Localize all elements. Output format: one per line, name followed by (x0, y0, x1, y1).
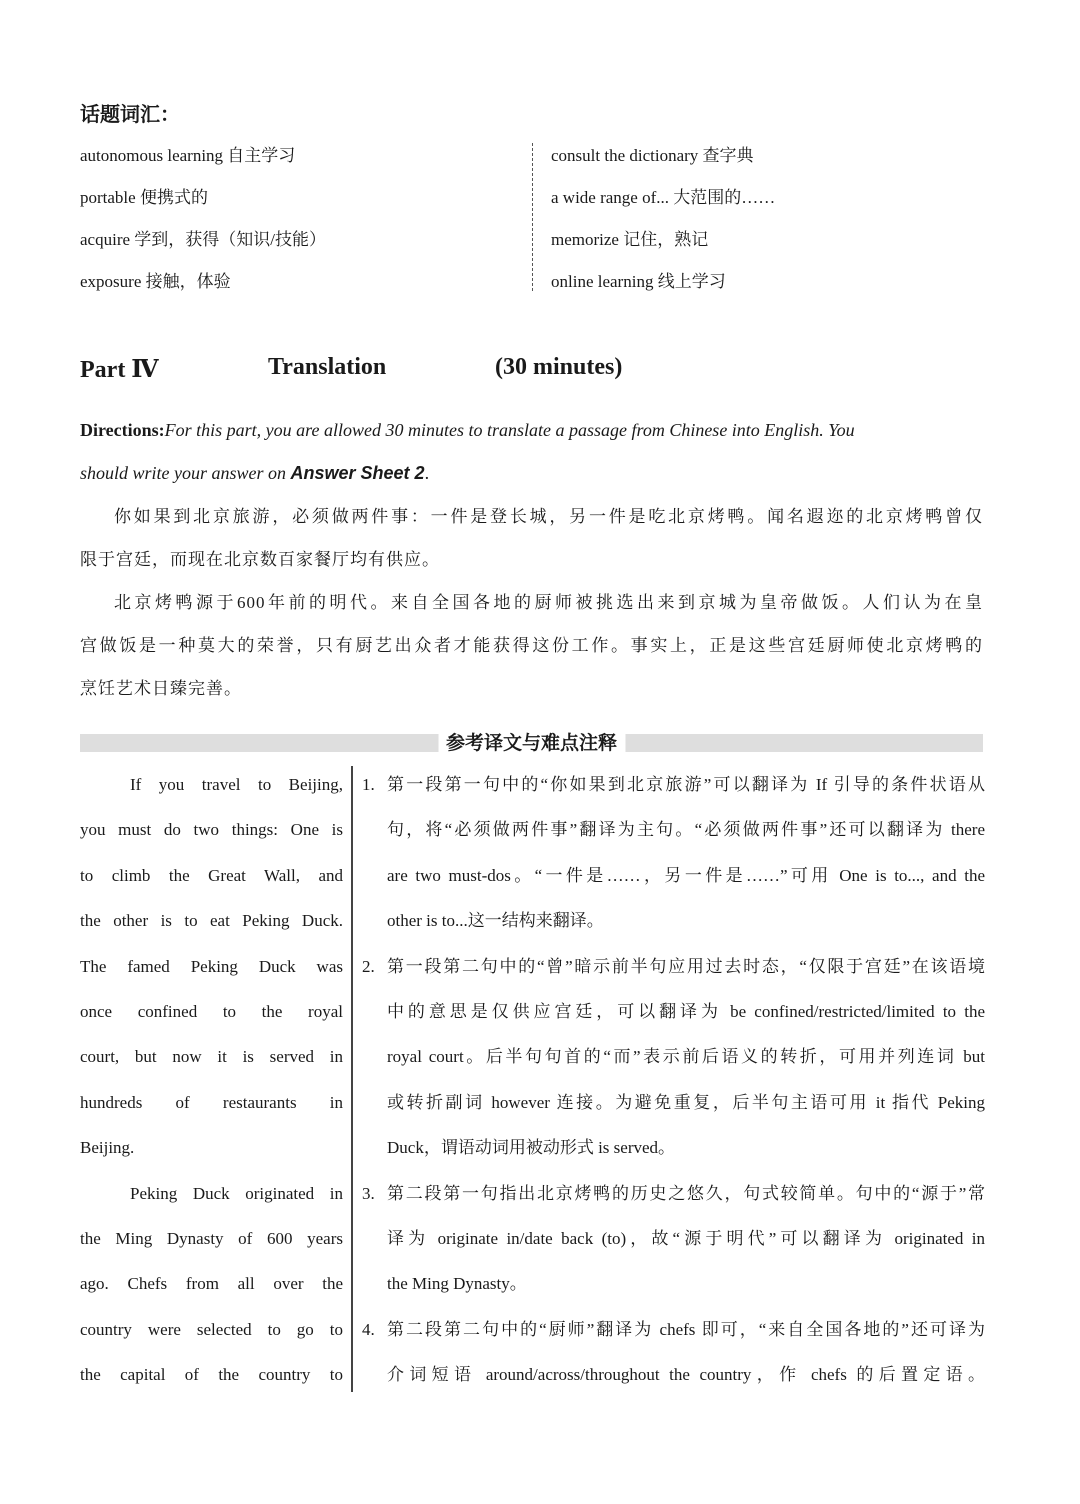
directions-text: For this part, you are allowed 30 minutes to translate a passage from Chinese into English. You (164, 420, 855, 440)
directions-label: Directions: (80, 420, 165, 440)
translation-line: Beijing. (80, 1138, 135, 1158)
translation-line: Peking Duck originated in (130, 1183, 343, 1203)
translation-line: country were selected to go to (80, 1319, 343, 1339)
note-number: 4. (362, 1319, 375, 1339)
note-line: 第一段第二句中的“曾”暗示前半句应用过去时态，“仅限于宫廷”在该语境 (387, 956, 985, 976)
translation-line: If you travel to Beijing, (130, 775, 343, 794)
passage-line: 限于宫廷，而现在北京数百家餐厅均有供应。 (80, 550, 440, 569)
passage-line: 宫做饭是一种莫大的荣誉，只有厨艺出众者才能获得这份工作。事实上，正是这些宫廷厨师使北京烤鸭的 (80, 636, 983, 655)
vocab-item: acquire 学到，获得（知识/技能） (80, 230, 326, 249)
note-line: 句，将“必须做两件事”翻译为主句。“必须做两件事”还可以翻译为 there (387, 820, 985, 840)
note-number: 2. (362, 956, 375, 976)
vocab-item: exposure 接触，体验 (80, 272, 231, 291)
translation-line: to climb the Great Wall, and (80, 865, 343, 885)
section-title: 参考译文与难点注释 (438, 728, 625, 755)
passage-line: 你如果到北京旅游，必须做两件事：一件是登长城，另一件是吃北京烤鸭。闻名遐迩的北京烤鸭曾仅 (114, 507, 983, 526)
translation-line: ago. Chefs from all over the (80, 1274, 343, 1294)
part-time: (30 minutes) (495, 354, 623, 380)
note-line: 第一段第一句中的“你如果到北京旅游”可以翻译为 If 引导的条件状语从 (387, 775, 985, 794)
translation-line: the Ming Dynasty of 600 years (80, 1229, 343, 1248)
translation-line: the other is to eat Peking Duck. (80, 911, 343, 931)
note-line: 或转折副词 however 连接。为避免重复，后半句主语可用 it 指代 Peking (387, 1092, 985, 1112)
note-line: 介词短语 around/across/throughout the country，作 chefs 的后置定语。 (387, 1365, 985, 1385)
note-line: other is to...这一结构来翻译。 (387, 911, 604, 931)
passage-line: 北京烤鸭源于600年前的明代。来自全国各地的厨师被挑选出来到京城为皇帝做饭。人们认为在皇 (114, 593, 983, 612)
note-line: 第二段第二句中的“厨师”翻译为 chefs 即可，“来自全国各地的”还可译为 (387, 1319, 985, 1339)
note-line: royal court。后半句句首的“而”表示前后语义的转折，可用并列连词 but (387, 1047, 985, 1067)
note-line: 第二段第一句指出北京烤鸭的历史之悠久，句式较简单。句中的“源于”常 (387, 1183, 985, 1203)
note-number: 1. (362, 775, 375, 794)
vocab-item: autonomous learning 自主学习 (80, 146, 296, 165)
translation-line: The famed Peking Duck was (80, 956, 343, 976)
note-number: 3. (362, 1183, 375, 1203)
directions-line-2 (80, 463, 429, 484)
note-line: 译为 originate in/date back (to)，故“源于明代”可以翻译为 originated in (387, 1229, 985, 1248)
topic-vocab-heading: 话题词汇： (80, 102, 180, 126)
column-divider (532, 143, 533, 291)
section-banner (80, 734, 983, 752)
translation-line: the capital of the country to (80, 1365, 343, 1385)
translation-line: hundreds of restaurants in (80, 1092, 343, 1112)
note-line: 中的意思是仅供应宫廷，可以翻译为 be confined/restricted/limited to the (387, 1002, 985, 1021)
vocab-item: memorize 记住，熟记 (551, 230, 709, 249)
directions-text-2: should write your answer on (80, 463, 291, 483)
vocab-item: a wide range of... 大范围的…… (551, 188, 776, 207)
note-line: are two must-dos。“一件是……，另一件是……”可用 One is to..., and the (387, 865, 985, 885)
note-line: Duck，谓语动词用被动形式 is served。 (387, 1138, 676, 1158)
translation-line: once confined to the royal (80, 1002, 343, 1021)
passage-line: 烹饪艺术日臻完善。 (80, 679, 242, 698)
vocab-item: portable 便携式的 (80, 188, 208, 207)
note-line: the Ming Dynasty。 (387, 1274, 527, 1294)
answer-sheet-ref: Answer Sheet 2 (290, 463, 425, 483)
vocab-item: online learning 线上学习 (551, 272, 726, 291)
translation-line: court, but now it is served in (80, 1047, 343, 1067)
period: . (424, 463, 430, 483)
directions-line-1 (80, 420, 983, 441)
part-title: Translation (268, 354, 387, 380)
column-rule (351, 766, 353, 1392)
part-label: Part Ⅳ (80, 357, 159, 383)
translation-line: you must do two things: One is (80, 820, 343, 840)
vocab-item: consult the dictionary 查字典 (551, 146, 754, 165)
